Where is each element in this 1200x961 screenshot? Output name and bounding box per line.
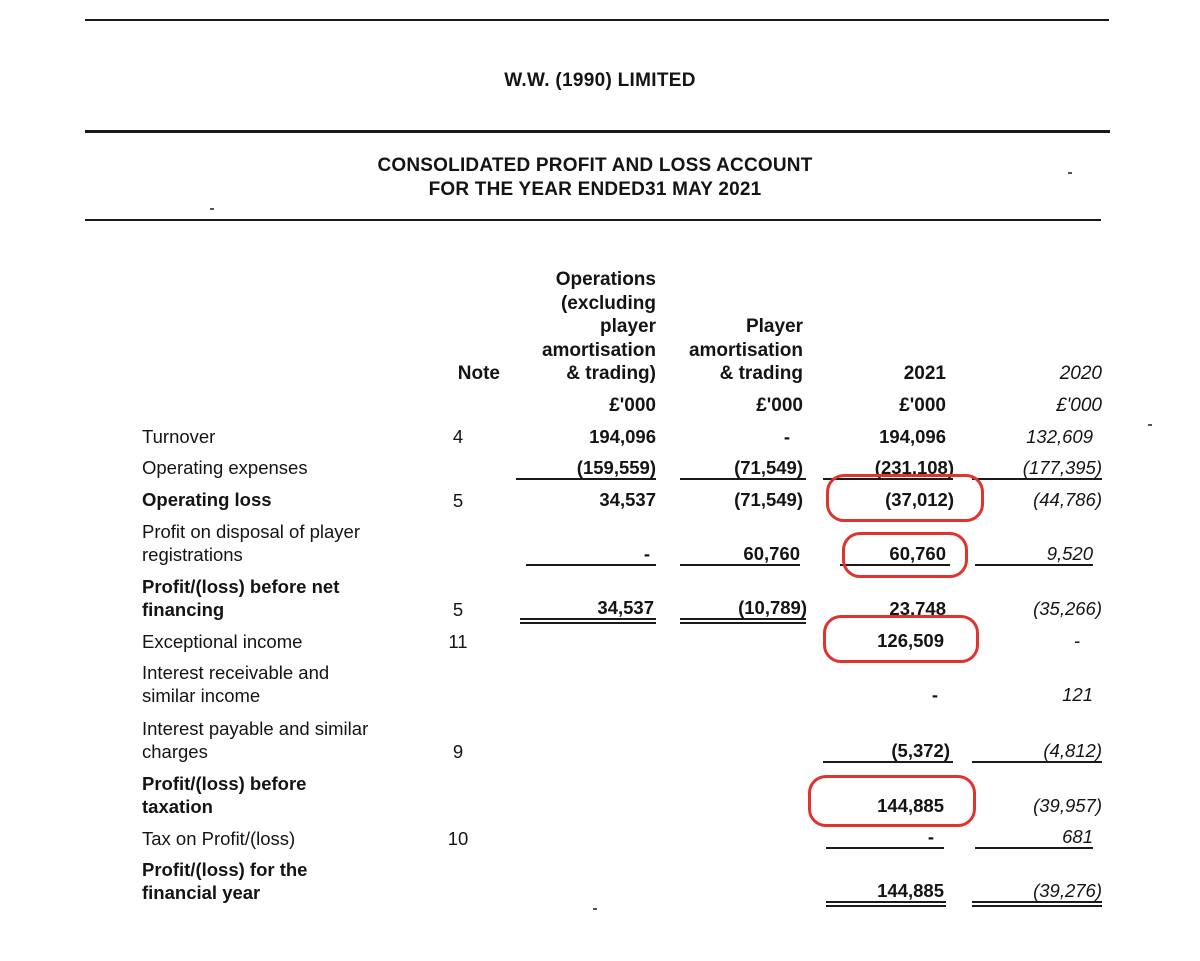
- y2021-profit-before-net-financing: 23,748: [889, 598, 946, 619]
- row-label-operating-loss: Operating loss: [142, 489, 272, 510]
- underline-2020-tax: [975, 847, 1093, 849]
- note-turnover: 4: [452, 426, 464, 447]
- operations-turnover: 194,096: [589, 426, 656, 447]
- scan-speck: [593, 908, 597, 910]
- year-2021-column-header: 2021: [903, 363, 946, 384]
- y2020-profit-before-taxation: (39,957): [1033, 795, 1102, 816]
- row-label-interest-receivable: Interest receivable and similar income: [142, 662, 330, 706]
- player-column-header: Player amortisation & trading: [688, 316, 803, 384]
- row-label-turnover: Turnover: [142, 426, 216, 447]
- y2021-profit-for-year: 144,885: [877, 880, 944, 901]
- y2021-tax: -: [927, 826, 934, 847]
- y2020-profit-for-year: (39,276): [1033, 880, 1102, 901]
- y2021-exceptional-income: 126,509: [877, 630, 944, 651]
- operations-column-header: Operations (excluding player amortisation & trading): [541, 269, 656, 384]
- underline-2020-opex: [972, 478, 1102, 480]
- operations-profit-before-net-financing: 34,537: [597, 597, 654, 618]
- row-label-profit-for-year: Profit/(loss) for the financial year: [142, 859, 308, 903]
- note-exceptional-income: 11: [448, 631, 468, 652]
- underline-player-disposal: [680, 564, 800, 566]
- note-column-header: Note: [457, 363, 500, 384]
- title-top-rule: [85, 130, 1110, 133]
- underline-operations-disposal: [526, 564, 656, 566]
- underline-2021-tax: [826, 847, 944, 849]
- underline-2020-interest-payable: [972, 761, 1102, 763]
- highlight-disposal-2021: [842, 532, 968, 578]
- operations-profit-on-disposal: -: [643, 543, 650, 564]
- y2021-operating-expenses: (231,108): [874, 457, 954, 478]
- scan-speck: [1148, 424, 1152, 426]
- double-underline-2020-final-b: [972, 905, 1102, 907]
- y2021-profit-before-taxation: 144,885: [877, 795, 944, 816]
- y2021-turnover: 194,096: [879, 426, 946, 447]
- underline-2020-disposal: [975, 564, 1093, 566]
- player-unit: £'000: [756, 395, 803, 416]
- row-label-profit-on-disposal: Profit on disposal of player registrations: [142, 521, 361, 565]
- double-underline-player-a: [680, 618, 806, 620]
- y2021-interest-payable: (5,372): [891, 740, 950, 761]
- row-label-exceptional-income: Exceptional income: [142, 631, 303, 652]
- double-underline-operations-b: [520, 622, 656, 624]
- highlight-exceptional-income-2021: [823, 615, 979, 663]
- double-underline-2021-final-b: [826, 905, 946, 907]
- row-label-profit-before-net-financing: Profit/(loss) before net financing: [142, 576, 340, 620]
- highlight-profit-before-taxation-2021: [808, 775, 976, 827]
- y2020-interest-receivable: 121: [1062, 684, 1093, 705]
- y2020-interest-payable: (4,812): [1043, 740, 1102, 761]
- scan-speck: [210, 208, 214, 210]
- double-underline-2021-final-a: [826, 901, 946, 903]
- year-2021-unit: £'000: [899, 395, 946, 416]
- player-operating-expenses: (71,549): [734, 457, 803, 478]
- operations-operating-loss: 34,537: [599, 489, 656, 510]
- note-profit-before-net-financing: 5: [452, 599, 464, 620]
- player-operating-loss: (71,549): [734, 489, 803, 510]
- double-underline-2020-final-a: [972, 901, 1102, 903]
- y2020-profit-before-net-financing: (35,266): [1033, 598, 1102, 619]
- y2020-exceptional-income: -: [1073, 630, 1080, 651]
- statement-period: FOR THE YEAR ENDED31 MAY 2021: [428, 179, 762, 200]
- note-interest-payable: 9: [452, 741, 464, 762]
- row-label-profit-before-taxation: Profit/(loss) before taxation: [142, 773, 307, 817]
- highlight-operating-loss-2021: [826, 474, 984, 522]
- top-rule: [85, 19, 1109, 21]
- y2020-turnover: 132,609: [1026, 426, 1093, 447]
- double-underline-player-b: [680, 622, 806, 624]
- scan-speck: [1068, 172, 1072, 174]
- player-turnover: -: [783, 426, 790, 447]
- company-name: W.W. (1990) LIMITED: [504, 70, 696, 91]
- row-label-operating-expenses: Operating expenses: [142, 457, 308, 478]
- player-profit-before-net-financing: (10,789): [738, 597, 807, 618]
- y2020-profit-on-disposal: 9,520: [1046, 543, 1093, 564]
- title-bottom-rule: [85, 219, 1101, 221]
- row-label-tax: Tax on Profit/(loss): [142, 828, 296, 849]
- statement-title: CONSOLIDATED PROFIT AND LOSS ACCOUNT: [377, 155, 813, 176]
- player-profit-on-disposal: 60,760: [743, 543, 800, 564]
- y2020-operating-expenses: (177,395): [1022, 457, 1102, 478]
- y2021-profit-on-disposal: 60,760: [889, 543, 946, 564]
- y2021-interest-receivable: -: [931, 684, 938, 705]
- note-tax: 10: [447, 828, 469, 849]
- row-label-interest-payable: Interest payable and similar charges: [142, 718, 369, 762]
- year-2020-column-header: 2020: [1059, 363, 1102, 384]
- y2021-operating-loss: (37,012): [885, 489, 954, 510]
- year-2020-unit: £'000: [1056, 395, 1102, 416]
- operations-unit: £'000: [609, 395, 656, 416]
- underline-operations-opex: [516, 478, 656, 480]
- underline-player-opex: [680, 478, 806, 480]
- y2020-operating-loss: (44,786): [1033, 489, 1102, 510]
- y2020-tax: 681: [1062, 826, 1093, 847]
- underline-2021-interest-payable: [823, 761, 953, 763]
- note-operating-loss: 5: [452, 490, 464, 511]
- operations-operating-expenses: (159,559): [576, 457, 656, 478]
- double-underline-operations-a: [520, 618, 656, 620]
